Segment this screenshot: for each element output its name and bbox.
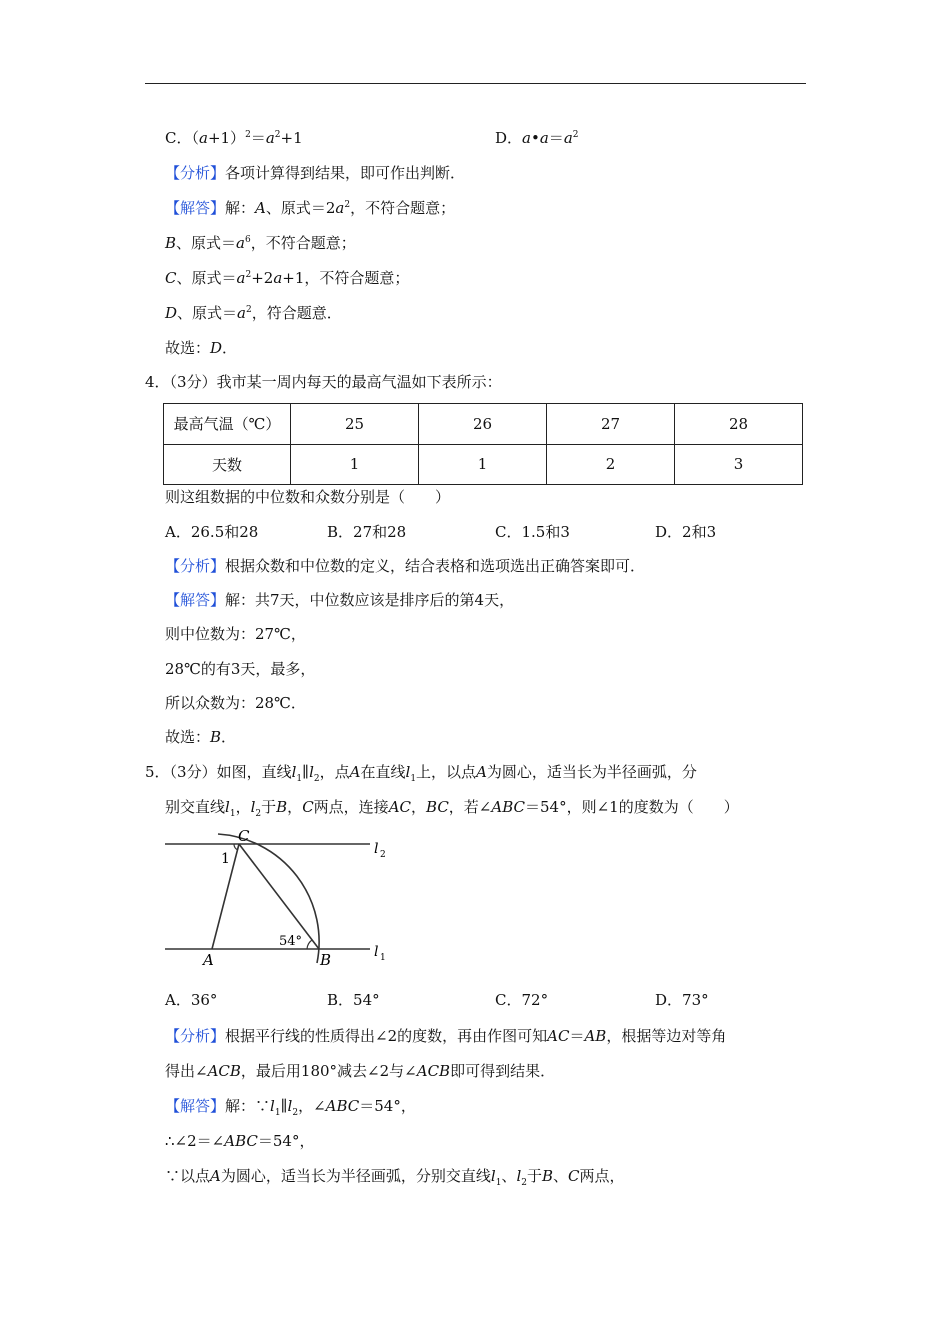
q3-choice: 故选：D． [165, 339, 238, 357]
q5-analysis-line2: 得出∠ACB，最后用180°减去∠2与∠ACB即可得到结果． [165, 1062, 556, 1080]
compass-arc [218, 834, 319, 963]
header-rule [145, 83, 806, 84]
q4-option-c: C．1.5和3 [495, 523, 570, 541]
q3-analysis: 【分析】各项计算得到结果，即可作出判断． [165, 164, 466, 182]
q5-option-c: C．72° [495, 991, 549, 1009]
label-l1: l [374, 944, 379, 960]
label-l2: l [374, 841, 379, 857]
q3-option-c: C．$(a+1)^2=a^2+1$ [165, 129, 303, 147]
label-angle-1: 1 [221, 851, 230, 867]
table-row [164, 404, 803, 445]
q4-line-median: 则中位数为：27℃， [165, 625, 306, 643]
table-cell: 25 [291, 404, 419, 445]
q3-line-c: C、原式$=a^2+2a+1$，不符合题意； [165, 269, 410, 287]
table-cell: 1 [291, 444, 419, 485]
label-l2-sub: 2 [380, 850, 386, 860]
q4-option-a: A．26.5和28 [165, 523, 259, 541]
q3-line-d: D、原式$=a^2$，符合题意． [165, 304, 342, 322]
label-a: A [203, 951, 214, 969]
table-cell: 26 [419, 404, 547, 445]
q5-answer: 【解答】解：$\because l_1\parallel l_2$，∠ABC＝54°， [165, 1097, 416, 1118]
label-c: C [238, 828, 250, 845]
table-cell: 天数 [164, 444, 291, 485]
angle-54-mark [307, 940, 312, 949]
q5-stem-line1: 5．（3分）如图，直线$l_1\parallel l_2$，点A在直线$l_1$上，以点A为圆心，适当长为半径画弧，分 [145, 763, 697, 784]
label-l1-sub: 1 [380, 953, 386, 963]
q4-answer: 【解答】解：共7天，中位数应该是排序后的第4天， [165, 591, 515, 609]
q4-choice: 故选：B． [165, 728, 237, 746]
q3-answer: 【解答】解：A、原式$=2a^2$，不符合题意； [165, 199, 456, 217]
q3-option-d: D．$a•a=a^2$ [495, 129, 579, 147]
q4-line-count: 28℃的有3天，最多， [165, 660, 316, 678]
table-cell: 28 [675, 404, 803, 445]
q5-stem-line2: 别交直线$l_1$，$l_2$于B，C两点，连接AC，BC，若∠ABC＝54°，则∠1的度数为（ ） [165, 798, 739, 819]
table-row [164, 444, 803, 485]
q5-option-a: A．36° [165, 991, 218, 1009]
table-cell: 27 [547, 404, 675, 445]
table-cell: 3 [675, 444, 803, 485]
q5-analysis: 【分析】根据平行线的性质得出∠2的度数，再由作图可知AC＝AB，根据等边对等角 [165, 1027, 727, 1045]
table-cell: 2 [547, 444, 675, 485]
q4-option-d: D．2和3 [655, 523, 717, 541]
q5-answer-line2: ∴∠2＝∠ABC＝54°， [165, 1132, 315, 1150]
q5-option-b: B．54° [327, 991, 380, 1009]
q3-line-b: B、原式$=a^6$，不符合题意； [165, 234, 356, 252]
temperature-table [163, 403, 803, 485]
label-angle-54: 54° [279, 934, 303, 949]
q4-analysis: 【分析】根据众数和中位数的定义，结合表格和选项选出正确答案即可． [165, 557, 646, 575]
q4-line-mode: 所以众数为：28℃． [165, 694, 306, 712]
table-cell: 最高气温（℃） [164, 404, 291, 445]
q5-option-d: D．73° [655, 991, 709, 1009]
q5-answer-line3: ∵以点A为圆心，适当长为半径画弧，分别交直线$l_1$、$l_2$于B、C两点， [165, 1167, 625, 1188]
q4-option-b: B．27和28 [327, 523, 407, 541]
q4-stem: 4．（3分）我市某一周内每天的最高气温如下表所示： [145, 373, 502, 391]
table-cell: 1 [419, 444, 547, 485]
geometry-figure [160, 828, 400, 978]
label-b: B [320, 951, 332, 969]
q4-question: 则这组数据的中位数和众数分别是（ ） [165, 488, 451, 506]
